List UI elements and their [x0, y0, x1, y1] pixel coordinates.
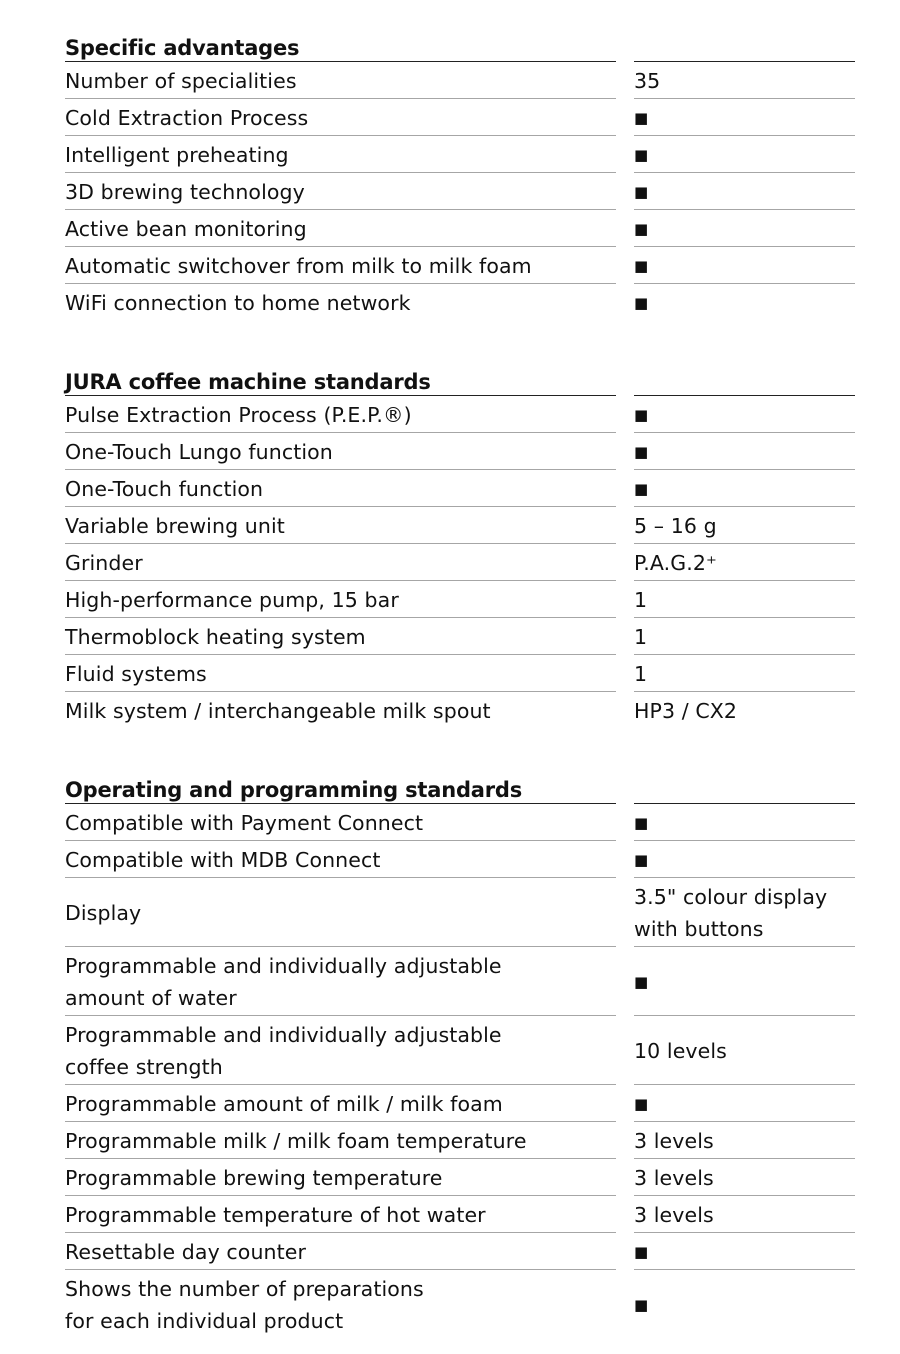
- feature-mark: ■: [634, 813, 649, 832]
- row-label: Pulse Extraction Process (P.E.P.®): [65, 402, 412, 427]
- row-label: Programmable temperature of hot water: [65, 1202, 486, 1227]
- table-row: [65, 1270, 855, 1339]
- feature-mark: ■: [634, 293, 649, 312]
- table-row: [65, 878, 855, 947]
- row-label: Compatible with MDB Connect: [65, 847, 381, 872]
- table-row: [65, 1085, 855, 1122]
- table-row: [65, 62, 855, 99]
- table-row: [65, 507, 855, 544]
- row-value: 3.5" colour display with buttons: [634, 884, 828, 941]
- row-value: 5 – 16 g: [634, 513, 717, 538]
- feature-mark: ■: [634, 145, 649, 164]
- feature-mark: ■: [634, 256, 649, 275]
- table-row: [65, 804, 855, 841]
- table-row: [65, 692, 855, 729]
- row-label: One-Touch function: [65, 476, 264, 501]
- table-row: [65, 247, 855, 284]
- row-label: 3D brewing technology: [65, 179, 305, 204]
- row-label: Programmable amount of milk / milk foam: [65, 1091, 503, 1116]
- feature-mark: ■: [634, 1295, 649, 1314]
- row-label: WiFi connection to home network: [65, 290, 411, 315]
- row-label: High-performance pump, 15 bar: [65, 587, 399, 612]
- table-row: [65, 136, 855, 173]
- row-label: Fluid systems: [65, 661, 207, 686]
- table-row: [65, 1016, 855, 1085]
- table-row: [65, 284, 855, 321]
- table-row: [65, 841, 855, 878]
- table-row: [65, 1122, 855, 1159]
- row-label: Resettable day counter: [65, 1239, 307, 1264]
- table-row: [65, 1159, 855, 1196]
- row-label: Cold Extraction Process: [65, 105, 309, 130]
- row-value: 1: [634, 624, 648, 649]
- feature-mark: ■: [634, 182, 649, 201]
- feature-mark: ■: [634, 108, 649, 127]
- row-value: 35: [634, 68, 661, 93]
- row-label: Active bean monitoring: [65, 216, 307, 241]
- row-value: 3 levels: [634, 1165, 714, 1190]
- row-label: Programmable and individually adjustable coffee strength: [65, 1022, 502, 1079]
- table-row: [65, 1196, 855, 1233]
- table-row: [65, 173, 855, 210]
- feature-mark: ■: [634, 442, 649, 461]
- section-operating-standards: [65, 768, 855, 1339]
- section-jura-standards: [65, 360, 855, 729]
- table-row: [65, 655, 855, 692]
- section-specific-advantages: [65, 26, 855, 321]
- feature-mark: ■: [634, 1094, 649, 1113]
- row-label: Compatible with Payment Connect: [65, 810, 424, 835]
- table-row: [65, 470, 855, 507]
- section-title: Specific advantages: [65, 36, 300, 60]
- feature-mark: ■: [634, 1242, 649, 1261]
- row-value: P.A.G.2⁺: [634, 550, 717, 575]
- section-title: Operating and programming standards: [65, 778, 523, 802]
- table-row: [65, 581, 855, 618]
- section-header: [65, 768, 855, 804]
- row-value: 10 levels: [634, 1038, 727, 1063]
- feature-mark: ■: [634, 219, 649, 238]
- row-value: 1: [634, 587, 648, 612]
- row-label: Number of specialities: [65, 68, 297, 93]
- row-label: Programmable brewing temperature: [65, 1165, 443, 1190]
- row-value: 3 levels: [634, 1202, 714, 1227]
- table-row: [65, 1233, 855, 1270]
- section-header: [65, 26, 855, 62]
- table-row: [65, 99, 855, 136]
- table-row: [65, 947, 855, 1016]
- row-label: Display: [65, 900, 142, 925]
- table-row: [65, 396, 855, 433]
- row-label: Milk system / interchangeable milk spout: [65, 698, 491, 723]
- feature-mark: ■: [634, 479, 649, 498]
- row-value: 1: [634, 661, 648, 686]
- table-row: [65, 544, 855, 581]
- row-label: One-Touch Lungo function: [65, 439, 333, 464]
- section-title: JURA coffee machine standards: [65, 370, 431, 394]
- row-value: HP3 / CX2: [634, 698, 738, 723]
- row-label: Thermoblock heating system: [65, 624, 366, 649]
- row-label: Shows the number of preparations for each individual product: [65, 1276, 424, 1333]
- row-label: Programmable milk / milk foam temperature: [65, 1128, 527, 1153]
- row-label: Automatic switchover from milk to milk foam: [65, 253, 532, 278]
- feature-mark: ■: [634, 850, 649, 869]
- table-row: [65, 210, 855, 247]
- table-row: [65, 618, 855, 655]
- row-label: Variable brewing unit: [65, 513, 285, 538]
- feature-mark: ■: [634, 972, 649, 991]
- row-label: Programmable and individually adjustable amount of water: [65, 953, 502, 1010]
- row-value: 3 levels: [634, 1128, 714, 1153]
- feature-mark: ■: [634, 405, 649, 424]
- row-label: Grinder: [65, 550, 143, 575]
- row-label: Intelligent preheating: [65, 142, 289, 167]
- table-row: [65, 433, 855, 470]
- section-header: [65, 360, 855, 396]
